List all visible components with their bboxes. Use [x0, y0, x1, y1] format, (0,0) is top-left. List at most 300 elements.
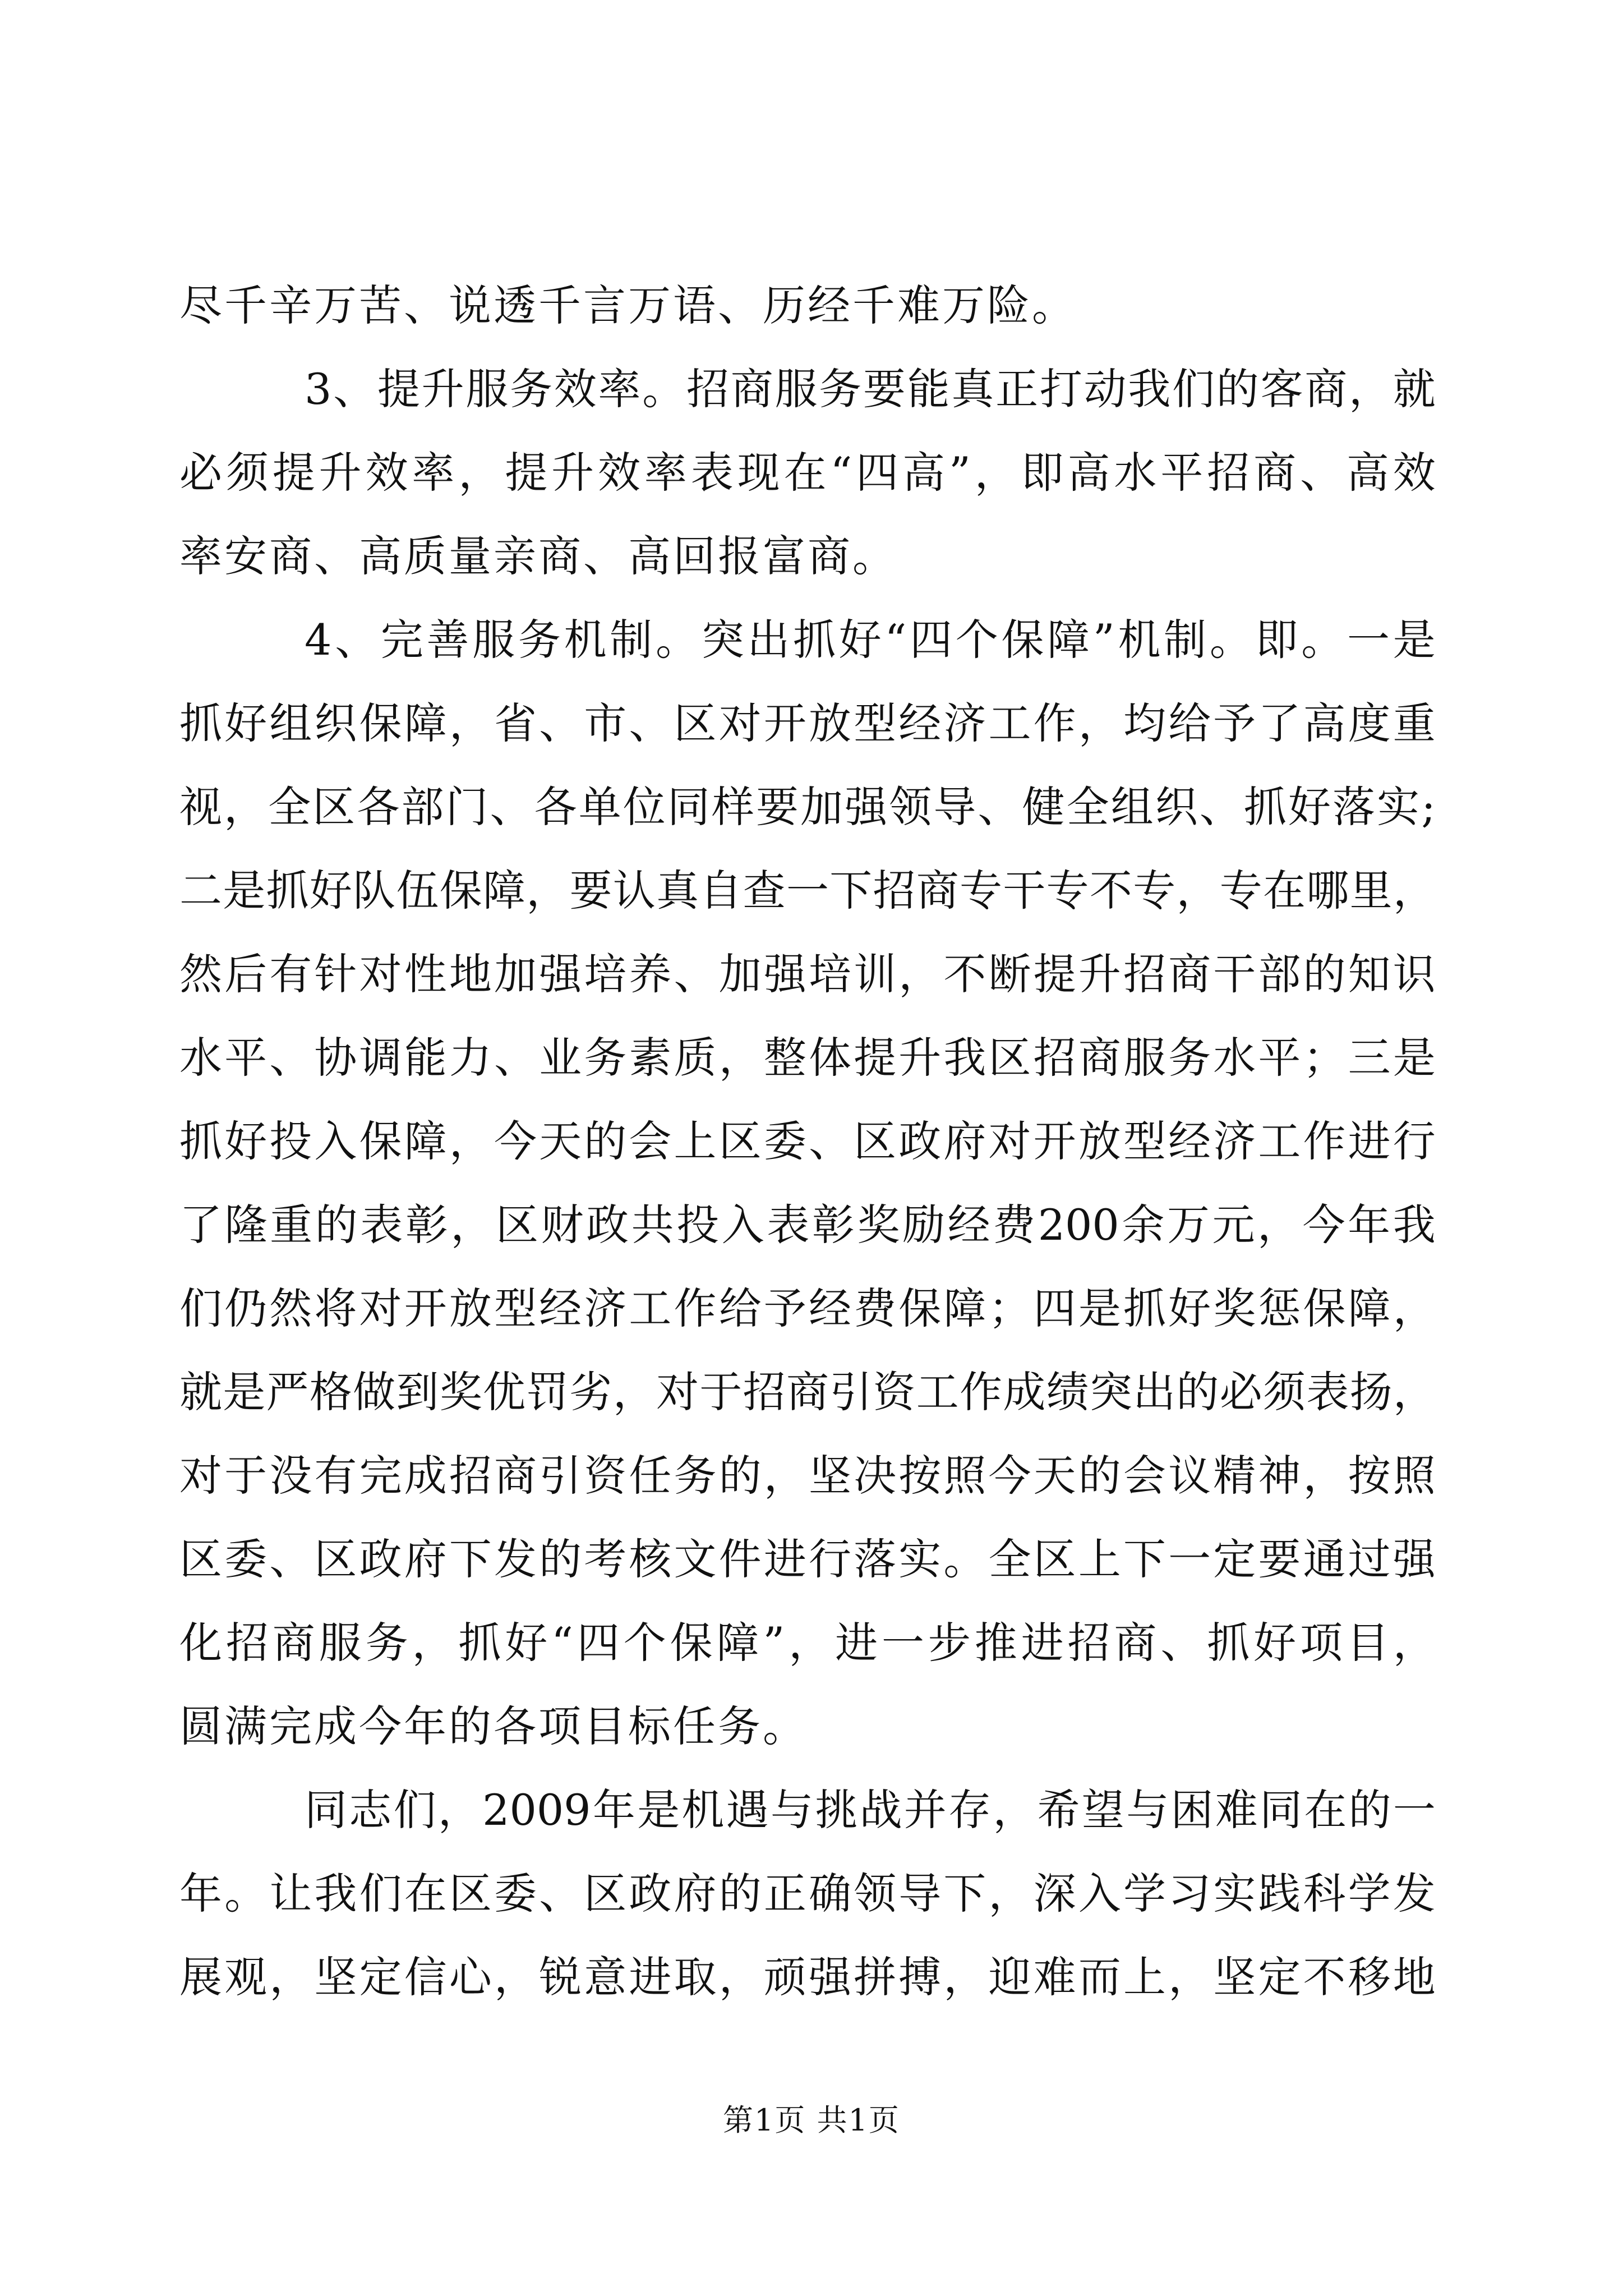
text-glyph: 入	[1078, 1869, 1121, 1918]
text-glyph: 、	[539, 698, 582, 748]
text-glyph: 高	[1067, 448, 1110, 498]
text-glyph: 扬	[1349, 1367, 1393, 1417]
text-glyph: 上	[1123, 1952, 1166, 2002]
text-line	[179, 1517, 1436, 1601]
text-glyph: 志	[349, 1785, 392, 1835]
text-glyph: 进	[1348, 1116, 1391, 1166]
text-glyph: 战	[859, 1785, 902, 1835]
text-glyph: 保	[1001, 615, 1044, 665]
text-glyph: 存	[948, 1785, 992, 1835]
text-glyph: ，	[763, 1451, 806, 1501]
text-glyph: 放	[1078, 1116, 1121, 1166]
text-glyph: 同	[1260, 1785, 1303, 1835]
text-glyph: 们	[1172, 364, 1215, 414]
text-glyph: 强	[808, 1952, 851, 2002]
text-glyph: 商	[1168, 949, 1211, 999]
text-glyph: 府	[674, 1869, 717, 1918]
text-glyph: 重	[1393, 698, 1436, 748]
text-glyph: 格	[309, 1367, 352, 1417]
text-glyph: 加	[800, 782, 843, 832]
text-glyph: 今	[1302, 1200, 1345, 1250]
text-line	[179, 1768, 1436, 1852]
text-glyph: ，	[1257, 1200, 1300, 1250]
text-glyph: 对	[359, 1283, 402, 1333]
text-glyph: ，	[494, 1952, 537, 2002]
text-glyph: 将	[314, 1283, 357, 1333]
text-glyph: 完	[380, 615, 423, 665]
text-glyph: ，	[718, 1952, 762, 2002]
text-glyph: 年	[592, 1785, 635, 1835]
text-glyph: 。	[655, 615, 698, 665]
text-glyph: 招	[686, 364, 729, 414]
text-glyph: 机	[681, 1785, 725, 1835]
text-glyph: 水	[179, 1033, 222, 1083]
text-glyph: “	[551, 1618, 573, 1668]
text-glyph: 取	[674, 1952, 717, 2002]
text-glyph: 水	[1114, 448, 1157, 498]
text-glyph: 的	[539, 1534, 582, 1584]
text-glyph: 3	[305, 364, 332, 414]
text-glyph: 4	[305, 615, 332, 665]
text-glyph: 有	[314, 1451, 357, 1501]
text-glyph: 型	[1123, 1116, 1166, 1166]
text-glyph: ”	[949, 448, 971, 498]
text-glyph: 议	[1168, 1451, 1211, 1501]
text-glyph: 隆	[224, 1200, 268, 1250]
text-glyph: 同	[305, 1785, 347, 1835]
text-glyph: 服	[472, 615, 515, 665]
text-glyph: 一	[786, 866, 829, 915]
text-glyph: 我	[1128, 364, 1171, 414]
text-glyph: 服	[1123, 1033, 1166, 1083]
text-glyph: 对	[988, 1116, 1031, 1166]
text-glyph: 各	[357, 782, 400, 832]
text-glyph: 天	[539, 1116, 582, 1166]
text-glyph: 的	[1078, 1451, 1121, 1501]
text-glyph: 通	[1303, 1534, 1346, 1584]
text-glyph: 优	[482, 1367, 525, 1417]
text-glyph: “	[830, 448, 852, 498]
text-glyph: “	[884, 615, 907, 665]
text-glyph: ”	[1092, 615, 1115, 665]
text-glyph: 希	[1037, 1785, 1080, 1835]
text-glyph: 意	[584, 1952, 627, 2002]
text-glyph: 信	[404, 1952, 447, 2002]
text-glyph: 型	[854, 698, 897, 748]
text-glyph: 商	[1253, 448, 1297, 498]
text-line	[179, 1267, 1436, 1350]
text-glyph: 表	[767, 1200, 810, 1250]
text-glyph: 出	[747, 615, 790, 665]
text-glyph: 体	[808, 1033, 851, 1083]
text-glyph: 须	[1263, 1367, 1306, 1417]
text-glyph: 行	[808, 1534, 851, 1584]
text-glyph: 励	[902, 1200, 945, 1250]
text-glyph: 做	[353, 1367, 396, 1417]
text-glyph: 务	[365, 1618, 408, 1668]
text-glyph: 商	[730, 364, 773, 414]
text-glyph: 务	[819, 364, 862, 414]
text-glyph: 务	[518, 615, 561, 665]
text-glyph: 好	[224, 1116, 268, 1166]
text-glyph: 务	[510, 364, 553, 414]
text-glyph: 引	[829, 1367, 873, 1417]
text-glyph: 学	[1123, 1869, 1166, 1918]
text-glyph: 而	[1078, 1952, 1121, 2002]
text-glyph: 进	[629, 1952, 672, 2002]
text-glyph: 必	[1219, 1367, 1262, 1417]
text-glyph: 保	[359, 698, 402, 748]
text-glyph: 对	[179, 1451, 222, 1501]
text-glyph: 好	[838, 615, 882, 665]
text-glyph: 奖	[439, 1367, 482, 1417]
text-glyph: 保	[1303, 1283, 1346, 1333]
text-glyph: 、	[978, 782, 1021, 832]
text-glyph: 府	[943, 1116, 986, 1166]
text-glyph: 照	[943, 1451, 986, 1501]
text-glyph: ，	[458, 448, 501, 498]
text-glyph: 升	[551, 448, 594, 498]
text-glyph: 升	[1078, 949, 1121, 999]
text-glyph: 们	[393, 1785, 436, 1835]
text-glyph: 神	[1258, 1451, 1301, 1501]
text-line	[179, 1099, 1436, 1183]
text-glyph: 、	[1160, 1618, 1204, 1668]
text-glyph: 经	[539, 1283, 582, 1333]
text-line: 尽千辛万苦、说透千言万语、历经千难万险。	[179, 280, 1077, 330]
text-glyph: 就	[1393, 364, 1436, 414]
text-glyph: 济	[1213, 1116, 1256, 1166]
text-glyph: 开	[763, 698, 806, 748]
text-glyph: 正	[763, 1869, 806, 1918]
text-glyph: 挑	[815, 1785, 858, 1835]
text-glyph: 部	[401, 782, 444, 832]
text-glyph: 投	[676, 1200, 720, 1250]
text-glyph: 障	[1047, 615, 1090, 665]
text-glyph: 予	[1213, 698, 1256, 748]
text-glyph: 对	[656, 1367, 699, 1417]
text-glyph: 与	[1126, 1785, 1169, 1835]
text-glyph: 科	[1303, 1869, 1346, 1918]
text-glyph: 均	[1123, 698, 1166, 748]
text-glyph: 效	[598, 448, 641, 498]
text-glyph: 的	[315, 1200, 358, 1250]
text-glyph: 保	[670, 1618, 713, 1668]
text-glyph: 落	[854, 1534, 897, 1584]
text-glyph: ，	[898, 949, 942, 999]
text-glyph: 训	[854, 949, 897, 999]
text-glyph: 四	[856, 448, 899, 498]
text-glyph: 下	[449, 1534, 492, 1584]
text-glyph: 工	[916, 1367, 959, 1417]
text-glyph: 济	[584, 1283, 627, 1333]
text-glyph: 协	[314, 1033, 357, 1083]
text-glyph: 决	[854, 1451, 897, 1501]
text-glyph: 全	[268, 782, 311, 832]
text-glyph: 导	[898, 1869, 942, 1918]
text-glyph: ，	[269, 1952, 312, 2002]
text-glyph: ，	[993, 1785, 1036, 1835]
text-glyph: 精	[1213, 1451, 1256, 1501]
text-line	[179, 765, 1436, 849]
text-glyph: 障	[404, 698, 447, 748]
text-glyph: 样	[711, 782, 754, 832]
text-glyph: 打	[1039, 364, 1082, 414]
text-glyph: 的	[1348, 1785, 1391, 1835]
text-glyph: 效	[1393, 448, 1436, 498]
text-glyph: 组	[1110, 782, 1154, 832]
text-glyph: 地	[1393, 1952, 1436, 2002]
text-glyph: 入	[314, 1116, 357, 1166]
text-glyph: 障	[1348, 1283, 1391, 1333]
text-glyph: 区	[718, 1116, 762, 1166]
text-glyph: 今	[494, 1116, 537, 1166]
text-glyph: 下	[829, 866, 873, 915]
text-glyph: ，	[1393, 1367, 1436, 1417]
text-glyph: 机	[1118, 615, 1161, 665]
text-glyph: 后	[224, 949, 268, 999]
text-glyph: 强	[1393, 1534, 1436, 1584]
text-glyph: 、	[808, 1116, 851, 1166]
text-glyph: 抓	[1243, 782, 1287, 832]
text-glyph: 落	[1332, 782, 1376, 832]
text-glyph: 。	[943, 1534, 986, 1584]
text-glyph: ，	[612, 1367, 656, 1417]
text-glyph: 性	[404, 949, 447, 999]
text-glyph: 然	[269, 1283, 312, 1333]
text-glyph: 二	[179, 866, 222, 915]
text-glyph: 平	[1160, 448, 1204, 498]
text-glyph: 服	[319, 1618, 362, 1668]
text-glyph: 区	[449, 1869, 492, 1918]
text-glyph: 全	[988, 1534, 1031, 1584]
text-glyph: 抓	[266, 866, 309, 915]
text-glyph: 抓	[458, 1618, 501, 1668]
text-glyph: 培	[584, 949, 627, 999]
text-line: 圆满完成今年的各项目标任务。	[179, 1701, 808, 1751]
text-glyph: 我	[1393, 1200, 1436, 1250]
text-glyph: 必	[179, 448, 222, 498]
text-glyph: 作	[1033, 698, 1076, 748]
text-glyph: 、	[333, 364, 376, 414]
text-glyph: 工	[629, 1283, 672, 1333]
text-glyph: 好	[224, 698, 268, 748]
text-glyph: 保	[898, 1283, 942, 1333]
text-glyph: 工	[988, 698, 1031, 748]
text-glyph: 奖	[857, 1200, 900, 1250]
text-glyph: ，	[1393, 866, 1436, 915]
text-glyph: 障	[404, 1116, 447, 1166]
text-glyph: 入	[721, 1200, 764, 1250]
text-glyph: 率	[412, 448, 455, 498]
text-glyph: 政	[359, 1534, 402, 1584]
text-glyph: 移	[1348, 1952, 1391, 2002]
text-glyph: 强	[763, 949, 806, 999]
text-glyph: 视	[179, 782, 222, 832]
text-glyph: 发	[1393, 1869, 1436, 1918]
text-glyph: ，	[974, 448, 1017, 498]
text-glyph: 在	[1304, 1785, 1347, 1835]
text-glyph: 率	[598, 364, 641, 414]
text-glyph: 作	[1303, 1116, 1346, 1166]
text-glyph: 突	[1089, 1367, 1132, 1417]
text-glyph: 抓	[1207, 1618, 1250, 1668]
text-glyph: 是	[1393, 615, 1436, 665]
text-line	[179, 431, 1436, 514]
text-glyph: ，	[718, 1033, 762, 1083]
text-glyph: 要	[863, 364, 906, 414]
text-glyph: ，	[943, 1952, 986, 2002]
text-glyph: 好	[1168, 1283, 1211, 1333]
text-glyph: 们	[179, 1283, 222, 1333]
text-glyph: 元	[1212, 1200, 1255, 1250]
text-glyph: 好	[1253, 1618, 1297, 1668]
text-glyph: 委	[494, 1869, 537, 1918]
text-glyph: 区	[312, 782, 356, 832]
text-glyph: 深	[1033, 1869, 1076, 1918]
text-glyph: 惩	[1258, 1283, 1301, 1333]
text-glyph: ，	[526, 866, 569, 915]
text-glyph: 障	[943, 1283, 986, 1333]
text-glyph: 断	[988, 949, 1031, 999]
text-glyph: 进	[835, 1618, 878, 1668]
text-glyph: 部	[1258, 949, 1301, 999]
text-glyph: 过	[1348, 1534, 1391, 1584]
text-glyph: 严	[266, 1367, 309, 1417]
text-glyph: 伍	[396, 866, 439, 915]
text-glyph: 认	[612, 866, 656, 915]
text-line	[179, 932, 1436, 1016]
text-glyph: 有	[269, 949, 312, 999]
text-glyph: 观	[224, 1952, 268, 2002]
text-glyph: 能	[404, 1033, 447, 1083]
text-glyph: 让	[269, 1869, 312, 1918]
text-glyph: 按	[1348, 1451, 1391, 1501]
text-glyph: 高	[902, 448, 946, 498]
text-glyph: 三	[1348, 1033, 1391, 1083]
text-glyph: 彰	[405, 1200, 448, 1250]
text-glyph: 务	[1168, 1033, 1211, 1083]
text-glyph: 真	[951, 364, 994, 414]
text-glyph: 。	[1209, 615, 1252, 665]
text-glyph: 提	[505, 448, 548, 498]
text-glyph: 开	[404, 1283, 447, 1333]
text-glyph: 的	[1176, 1367, 1219, 1417]
text-glyph: ，	[1176, 866, 1219, 915]
text-glyph: ，	[1348, 364, 1391, 414]
text-glyph: 养	[629, 949, 672, 999]
text-glyph: 各	[534, 782, 577, 832]
text-glyph: 干	[1003, 866, 1046, 915]
text-glyph: 实	[898, 1534, 942, 1584]
text-glyph: 实	[1213, 1869, 1256, 1918]
text-glyph: 须	[225, 448, 269, 498]
text-line: 率安商、高质量亲商、高回报富商。	[179, 531, 897, 581]
text-glyph: 锐	[539, 1952, 582, 2002]
text-glyph: 上	[1078, 1534, 1121, 1584]
text-glyph: 不	[943, 949, 986, 999]
text-glyph: 业	[539, 1033, 582, 1083]
text-glyph: 。	[642, 364, 685, 414]
text-glyph: 机	[564, 615, 607, 665]
text-glyph: 步	[928, 1618, 971, 1668]
text-glyph: ，	[412, 1618, 455, 1668]
text-glyph: 任	[629, 1451, 672, 1501]
text-glyph: 习	[1168, 1869, 1211, 1918]
text-glyph: 济	[943, 698, 986, 748]
text-glyph: 的	[1303, 949, 1346, 999]
text-glyph: 组	[269, 698, 312, 748]
text-glyph: 抓	[179, 698, 222, 748]
text-line	[179, 849, 1436, 932]
text-glyph: ，	[437, 1785, 481, 1835]
text-glyph: 招	[1123, 949, 1166, 999]
text-glyph: 不	[1089, 866, 1132, 915]
text-glyph: 。	[224, 1869, 268, 1918]
document-body	[179, 264, 1436, 2019]
text-glyph: 要	[1258, 1534, 1301, 1584]
text-glyph: 确	[808, 1869, 851, 1918]
text-glyph: 一	[1393, 1785, 1436, 1835]
text-glyph: 抓	[1123, 1283, 1166, 1333]
text-glyph: 提	[854, 1033, 897, 1083]
text-glyph: 要	[756, 782, 799, 832]
text-glyph: 整	[763, 1033, 806, 1083]
text-glyph: 望	[1081, 1785, 1124, 1835]
text-glyph: 区	[584, 1869, 627, 1918]
text-glyph: 坚	[314, 1952, 357, 2002]
text-glyph: 会	[1123, 1451, 1166, 1501]
text-glyph: 提	[377, 364, 420, 414]
text-glyph: 商	[1304, 364, 1348, 414]
text-glyph: 费	[854, 1283, 897, 1333]
text-glyph: 我	[943, 1033, 986, 1083]
text-glyph: 开	[1033, 1116, 1076, 1166]
text-glyph: 培	[808, 949, 851, 999]
text-glyph: 提	[1033, 949, 1076, 999]
text-glyph: 劣	[569, 1367, 612, 1417]
text-glyph: 区	[314, 1534, 357, 1584]
text-glyph: 上	[674, 1116, 717, 1166]
text-glyph: 迎	[988, 1952, 1031, 2002]
text-glyph: 政	[629, 1869, 672, 1918]
text-glyph: 没	[269, 1451, 312, 1501]
text-line	[179, 1350, 1436, 1434]
text-glyph: 与	[770, 1785, 813, 1835]
text-glyph: 到	[396, 1367, 439, 1417]
text-glyph: 实	[1377, 782, 1420, 832]
text-glyph: ，	[224, 782, 267, 832]
text-glyph: 即	[1021, 448, 1064, 498]
text-glyph: 商	[272, 1618, 315, 1668]
text-glyph: 保	[439, 866, 482, 915]
text-glyph: 是	[223, 866, 266, 915]
text-glyph: 投	[269, 1116, 312, 1166]
text-glyph: 共	[631, 1200, 674, 1250]
text-glyph: 在	[1263, 866, 1306, 915]
text-glyph: 重	[270, 1200, 313, 1250]
text-glyph: 招	[743, 1367, 786, 1417]
text-glyph: 抓	[179, 1116, 222, 1166]
text-glyph: 招	[873, 866, 916, 915]
text-glyph: 水	[1213, 1033, 1256, 1083]
text-glyph: ，	[1393, 1283, 1436, 1333]
text-glyph: 单	[578, 782, 621, 832]
text-glyph: 领	[854, 1869, 897, 1918]
text-glyph: 里	[1349, 866, 1393, 915]
text-glyph: 的	[718, 1869, 762, 1918]
text-glyph: 制	[610, 615, 653, 665]
